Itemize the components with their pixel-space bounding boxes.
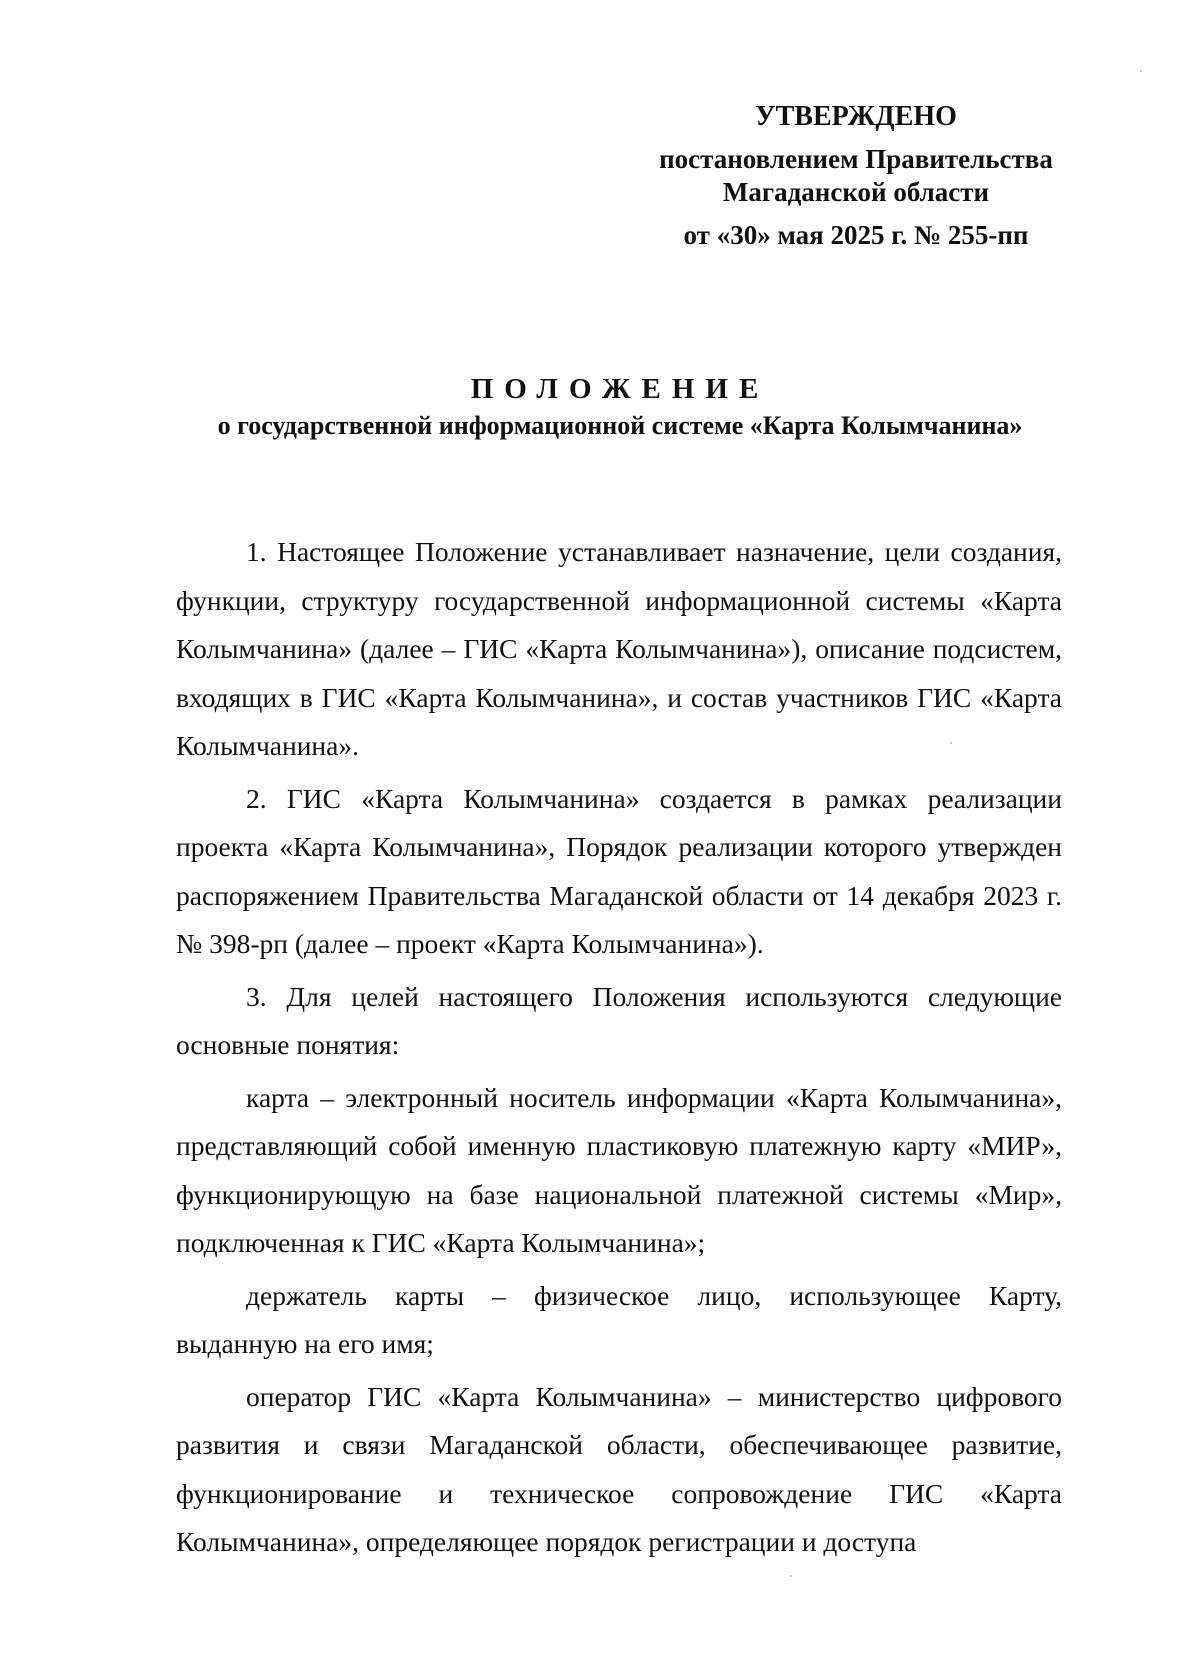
approval-line-1: постановлением Правительства [659,144,1053,174]
approval-date-line: от «30» мая 2025 г. № 255-пп [683,220,1029,250]
approval-line-2: Магаданской области [722,177,990,207]
approval-stamp: УТВЕРЖДЕНО [755,101,957,132]
scan-speck [790,1575,792,1577]
paragraph-3: 3. Для целей настоящего Положения используются следующие основные понятия: [176,980,1062,1060]
document-title [150,370,1090,444]
scan-speck [1140,70,1142,72]
paragraph-2: 2. ГИС «Карта Колымчанина» создается в рамках реализации проекта «Карта Колымчанина», Порядок реализации которого утвержден распоряжением Правительства Магаданской области от 14 декабря 2023 г. № 398-рп (далее – проект «Карта Колымчанина»). [176,782,1062,959]
document-subheading: о государственной информационной системе «Карта Колымчанина» [217,411,1023,440]
paragraph-definition-holder: держатель карты – физическое лицо, использующее Карту, выданную на его имя; [176,1279,1062,1359]
paragraph-definition-card: карта – электронный носитель информации «Карта Колымчанина», представляющий собой именную пластиковую платежную карту «МИР», функционирующую на базе национальной платежной системы «Мир», подключенная к ГИС «Карта Колымчанина»; [176,1081,1062,1258]
document-heading: ПОЛОЖЕНИЕ [470,373,770,405]
document-body [176,528,1062,1567]
paragraph-definition-operator: оператор ГИС «Карта Колымчанина» – министерство цифрового развития и связи Магаданской области, обеспечивающее развитие, функционирование и техническое сопровождение ГИС «Карта Колымчанина», определяющее порядок регистрации и доступа [176,1380,1062,1557]
approval-block [636,100,1076,252]
paragraph-1: 1. Настоящее Положение устанавливает назначение, цели создания, функции, структуру государственной информационной системы «Карта Колымчанина» (далее – ГИС «Карта Колымчанина»), описание подсистем, входящих в ГИС «Карта Колымчанина», и состав участников ГИС «Карта Колымчанина». [176,536,1062,761]
scan-speck [950,742,952,744]
